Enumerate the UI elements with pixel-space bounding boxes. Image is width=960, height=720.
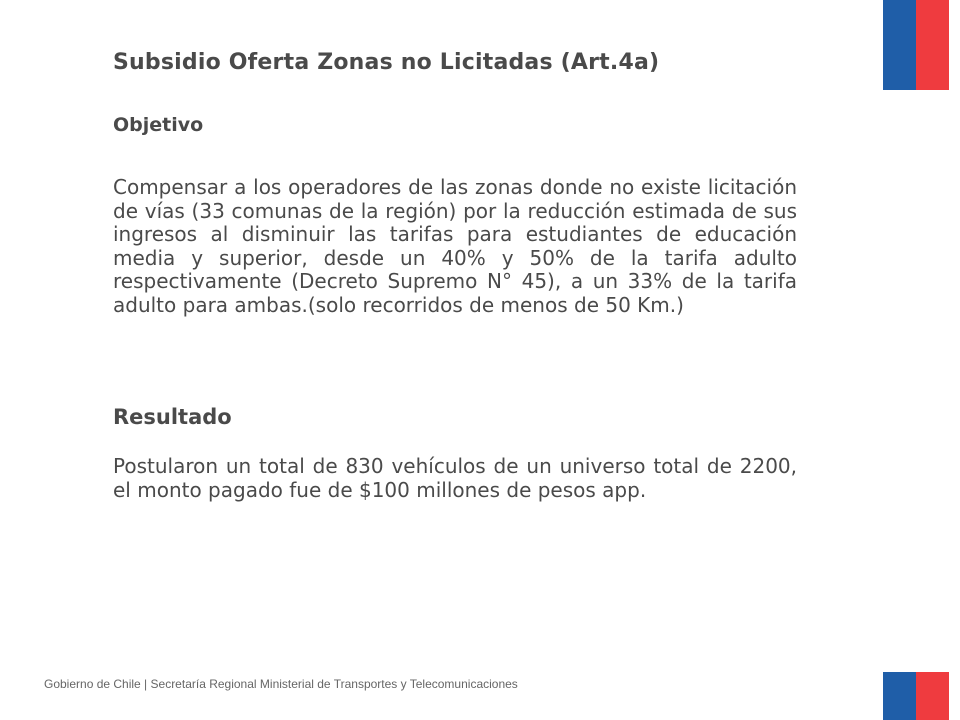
chile-flag-logo-top	[883, 0, 949, 90]
flag-blue-stripe	[883, 0, 916, 90]
flag-red-stripe	[916, 0, 949, 90]
result-heading: Resultado	[113, 405, 232, 429]
flag-red-stripe	[916, 672, 949, 720]
chile-flag-logo-bottom	[883, 672, 949, 720]
slide-title: Subsidio Oferta Zonas no Licitadas (Art.4a)	[113, 50, 660, 75]
flag-blue-stripe	[883, 672, 916, 720]
objective-heading: Objetivo	[113, 114, 204, 136]
objective-paragraph: Compensar a los operadores de las zonas donde no existe licitación de vías (33 comunas de la región) por la reducción estimada de sus ingresos al disminuir las tarifas para estudiantes de educación media y superior, desde un 40% y 50% de la tarifa adulto respectivamente (Decreto Supremo N° 45), a un 33% de la tarifa adulto para ambas.(solo recorridos de menos de 50 Km.)	[113, 175, 797, 317]
footer-text: Gobierno de Chile | Secretaría Regional Ministerial de Transportes y Telecomunicaciones	[44, 677, 518, 691]
result-paragraph: Postularon un total de 830 vehículos de un universo total de 2200, el monto pagado fue de $100 millones de pesos app.	[113, 454, 797, 502]
